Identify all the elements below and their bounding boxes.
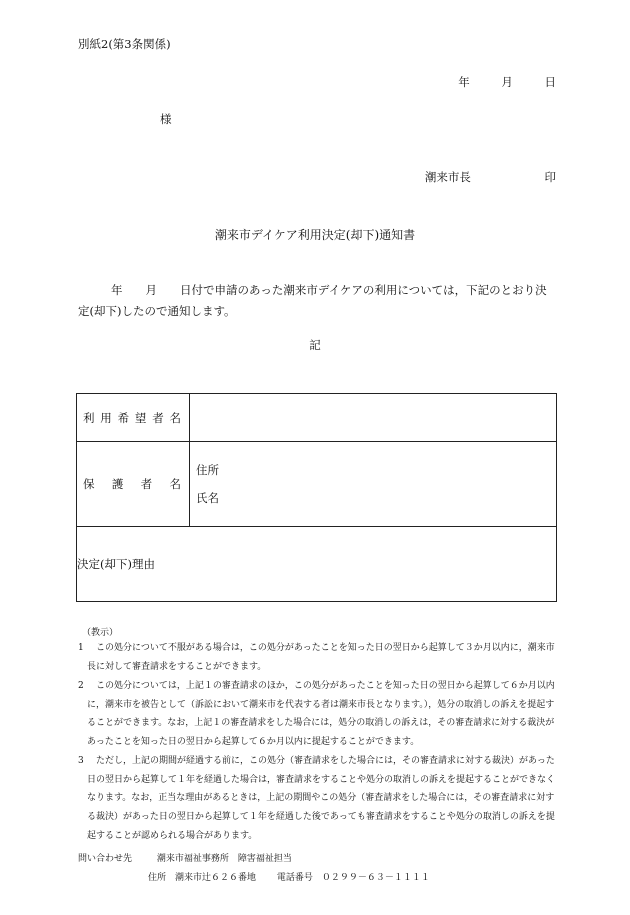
reason-row — [77, 527, 557, 602]
notice-text: この処分について不服がある場合は，この処分があったことを知った日の翌日から起算して３か月以内に，潮来市長に対して審査請求をすることができます。 — [87, 643, 555, 672]
contact-tel: 電話番号 ０２９９－６３－１１１１ — [276, 873, 430, 883]
reason-label: 決定(却下)理由 — [77, 557, 155, 571]
seal-mark: 印 — [544, 170, 556, 184]
body-paragraph: 年 月 日付で申請のあった潮来市デイケアの利用については，下記のとおり決定(却下)したので通知します。 — [78, 283, 547, 318]
label-char: 名 — [169, 410, 181, 425]
contact-line — [78, 851, 292, 864]
applicant-label — [77, 410, 189, 426]
name-label: 氏名 — [196, 491, 219, 505]
notice-text: この処分については，上記１の審査請求のほか，この処分があったことを知った日の翌日から起算して６か月以内に，潮来市を被告として（訴訟において潮来市を代表する者は潮来市長となります。），処分の取消しの訴えを提起することができます。なお，上記１の審査請求をした場合には，処分の取消しの訴えは，その審査請求に対する裁決があったことを知った日の翌日から起算して６か月以内に提起することができます。 — [87, 681, 555, 748]
label-char: 名 — [169, 477, 181, 491]
document-title: 潮来市デイケア利用決定(却下)通知書 — [214, 228, 416, 242]
label-char: 望 — [134, 410, 147, 425]
reason-cell[interactable] — [77, 527, 557, 602]
label-char: 者 — [140, 477, 153, 491]
form-label: 別紙2(第3条関係) — [78, 37, 171, 51]
contact-label: 問い合わせ先 — [78, 854, 133, 864]
contact-dept: 潮来市福祉事務所 障害福祉担当 — [156, 854, 292, 864]
date-line — [444, 74, 556, 90]
notice-heading: （教示） — [82, 628, 119, 638]
notice-item-2 — [78, 677, 562, 752]
guardian-row — [77, 442, 557, 527]
label-char: 用 — [100, 410, 112, 425]
contact-address-line — [148, 870, 430, 883]
applicant-value-cell[interactable] — [190, 394, 557, 442]
label-char: 希 — [117, 410, 130, 425]
label-char: 護 — [111, 477, 124, 491]
applicant-label-cell — [77, 394, 190, 442]
info-table — [76, 393, 557, 602]
notice-number: 2 — [78, 681, 84, 691]
address-label: 住所 — [196, 463, 219, 477]
applicant-row — [77, 394, 557, 442]
guardian-label-cell — [77, 442, 190, 527]
guardian-value-cell[interactable] — [190, 442, 557, 527]
contact-address: 住所 潮来市辻６２６番地 — [148, 873, 257, 883]
notice-number: 1 — [78, 643, 84, 653]
sender-title: 潮来市長 — [424, 170, 471, 184]
notice-text: ただし，上記の期間が経過する前に，この処分（審査請求をした場合には，その審査請求に対する裁決）があった日の翌日から起算して１年を経過した場合は，審査請求をすることや処分の取消しの訴えを提起することができなくなります。なお，正当な理由があるときは，上記の期間やこの処分（審査請求をした場合には，その審査請求に対する裁決）があった日の翌日から起算して１年を経過した後であっても審査請求をすることや処分の取消しの訴えを提起することが認められる場合があります。 — [87, 756, 556, 841]
sender-line — [425, 169, 556, 185]
year-label: 年 — [458, 75, 470, 89]
label-char: 者 — [152, 410, 164, 425]
notice-item-1 — [78, 639, 562, 676]
notice-number: 3 — [78, 756, 84, 766]
day-label: 日 — [544, 75, 556, 89]
ki-heading: 記 — [309, 338, 321, 352]
addressee-suffix: 様 — [160, 112, 172, 126]
notice-item-3 — [78, 752, 562, 846]
guardian-label — [77, 476, 189, 492]
label-char: 利 — [83, 410, 95, 425]
month-label: 月 — [501, 75, 513, 89]
label-char: 保 — [83, 477, 95, 491]
